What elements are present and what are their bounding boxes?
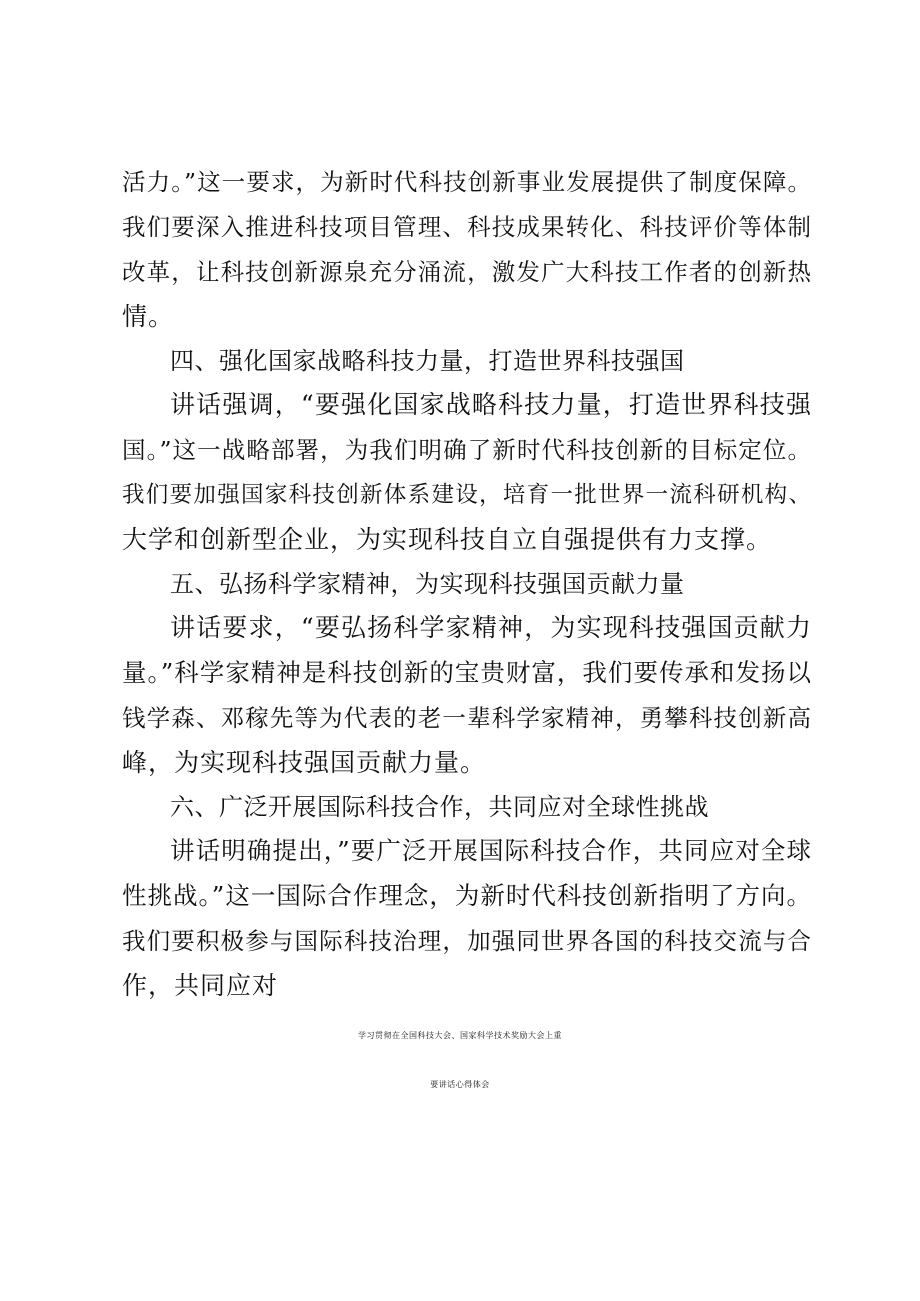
body-text-line: 我们要深入推进科技项目管理、科技成果转化、科技评价等体制 bbox=[122, 213, 812, 241]
body-text-line: 我们要积极参与国际科技治理，加强同世界各国的科技交流与合 bbox=[122, 927, 812, 955]
body-text-line: 性挑战。”这一国际合作理念，为新时代科技创新指明了方向。 bbox=[122, 881, 812, 910]
body-text-line: 峰，为实现科技强国贡献力量。 bbox=[122, 748, 487, 777]
body-text-line: 讲话要求，“要弘扬科学家精神，为实现科技强国贡献力 bbox=[170, 613, 812, 642]
body-text-line: 讲话明确提出，”要广泛开展国际科技合作，共同应对全球 bbox=[170, 836, 812, 865]
body-text-line: 国。”这一战略部署，为我们明确了新时代科技创新的目标定位。 bbox=[122, 436, 812, 464]
body-text-line: 活力。”这一要求，为新时代科技创新事业发展提供了制度保障。 bbox=[122, 168, 812, 196]
body-text-line: 钱学森、邓稼先等为代表的老一辈科学家精神，勇攀科技创新高 bbox=[122, 704, 812, 732]
article-title-line-2: 要讲话心得体会 bbox=[430, 1080, 490, 1089]
body-text-line: 我们要加强国家科技创新体系建设，培育一批世界一流科研机构、 bbox=[122, 482, 812, 508]
body-text-line: 量。”科学家精神是科技创新的宝贵财富，我们要传承和发扬以 bbox=[122, 658, 812, 687]
section-heading-5: 五、弘扬科学家精神，为实现科技强国贡献力量 bbox=[170, 570, 685, 598]
section-heading-4: 四、强化国家战略科技力量，打造世界科技强国 bbox=[170, 347, 685, 375]
body-text-line: 改革，让科技创新源泉充分涌流，激发广大科技工作者的创新热 bbox=[122, 258, 812, 286]
body-text-line: 大学和创新型企业，为实现科技自立自强提供有力支撑。 bbox=[122, 525, 773, 554]
article-title-line-1: 学习贯彻在全国科技大会、国家科学技术奖励大会上重 bbox=[358, 1031, 562, 1040]
section-heading-6: 六、广泛开展国际科技合作，共同应对全球性挑战 bbox=[170, 793, 709, 821]
body-text-line: 讲话强调，“要强化国家战略科技力量，打造世界科技强 bbox=[170, 390, 812, 419]
body-text-line: 作，共同应对 bbox=[122, 971, 279, 1000]
body-text-line: 情。 bbox=[122, 302, 175, 331]
